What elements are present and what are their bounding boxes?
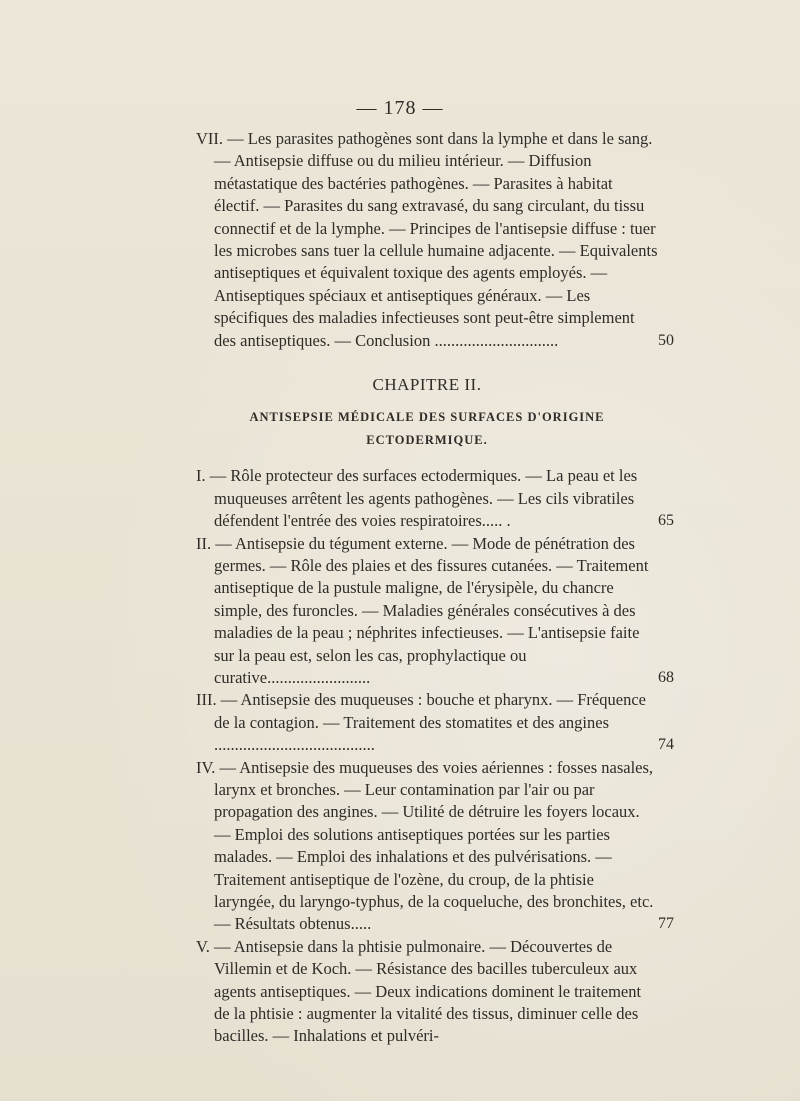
entry-text: — Antisepsie des muqueuses des voies aériennes : fosses nasales, larynx et bronches. — Leur contamination par l'air ou par propagation des angines. — Utilité de détruire les foyers locaux. — Emploi des solutions antiseptiques portées sur les parties malades. — Emploi des inhalations et des pulvérisations. — Traitement antiseptique de l'ozène, du croup, de la phtisie laryngée, du laryngo-typhus, de la coqueluche, des bronchites, etc. — Résultats obtenus..... — [214, 757, 654, 934]
entry-page-number: 77 — [658, 915, 674, 933]
entry-numeral: V. — [196, 936, 210, 956]
entry-numeral: IV. — [196, 757, 216, 777]
entry-page-number: 68 — [658, 668, 674, 686]
toc-entry-i — [196, 465, 674, 532]
page-header: — 178 — — [356, 97, 444, 119]
entry-page-number: 65 — [658, 512, 674, 530]
entry-text: — Antisepsie du tégument externe. — Mode de pénétration des germes. — Rôle des plaies et des fissures cutanées. — Traitement antiseptique de la pustule maligne, de l'érysipèle, du chancre simple, des furoncles. — Maladies générales consécutives à des maladies de la peau ; néphrites infectieuses. — L'antisepsie faite sur la peau est, selon les cas, prophylactique ou curative......................... — [214, 533, 649, 687]
entry-numeral: I. — [196, 466, 206, 486]
toc-entry-ii — [196, 533, 674, 690]
chapter-title: CHAPITRE II. — [372, 375, 482, 395]
entry-numeral: VII. — [196, 129, 224, 148]
entry-text: — Rôle protecteur des surfaces ectodermiques. — La peau et les muqueuses arrêtent les agents pathogènes. — Les cils vibratiles défendent l'entrée des voies respiratoires..... . — [209, 466, 638, 531]
entry-numeral: III. — [196, 690, 217, 710]
toc-entry-iii — [196, 689, 674, 756]
toc-entry-v — [196, 936, 658, 1048]
toc-entry-iv — [196, 757, 674, 936]
toc-entry-vii — [196, 128, 674, 352]
entry-text: — Antisepsie dans la phtisie pulmonaire. — Découvertes de Villemin et de Koch. — Résistance des bacilles tuberculeux aux agents antiseptiques. — Deux indications dominent le traitement de la phtisie : augmenter la vitalité des tissus, diminuer celle des bacilles. — Inhalations et pulvéri- — [214, 936, 642, 1046]
entry-page-number: 74 — [658, 736, 674, 754]
entry-page-number: 50 — [658, 331, 674, 349]
entry-numeral: II. — [196, 533, 212, 553]
table-of-contents — [196, 128, 674, 1048]
entry-text: — Les parasites pathogènes sont dans la lymphe et dans le sang. — Antisepsie diffuse ou du milieu intérieur. — Diffusion métastatique des bactéries pathogènes. — Parasites à habitat électif. — Parasites du sang extravasé, du sang circulant, du tissu connectif et de la lymphe. — Principes de l'antisepsie diffuse : tuer les microbes sans tuer la cellule humaine adjacente. — Equivalents antiseptiques et équivalent toxique des agents employés. — Antiseptiques spéciaux et antiseptiques généraux. — Les spécifiques des maladies infectieuses sont peut-être simplement des antiseptiques. — Conclusion .............................. — [214, 129, 658, 350]
chapter-subtitle: ANTISEPSIE MÉDICALE DES SURFACES D'ORIGINE ECTODERMIQUE. — [249, 410, 605, 447]
entry-text: — Antisepsie des muqueuses : bouche et pharynx. — Fréquence de la contagion. — Traitement des stomatites et des angines ....................................... — [214, 690, 646, 755]
